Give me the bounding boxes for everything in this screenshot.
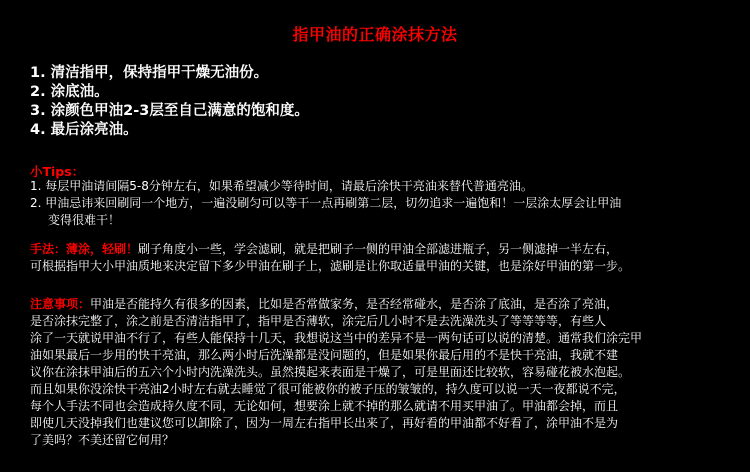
technique-line: 可根据指甲大小甲油质地来决定留下多少甲油在刷子上，滤刷是让你取适量甲油的关键，也是涂好甲油的第一步。 bbox=[30, 259, 631, 273]
technique-paragraph bbox=[30, 241, 742, 275]
notes-line: 了美吗？不美还留它何用？ bbox=[30, 433, 175, 447]
tip-item: 1. 每层甲油请间隔5-8分钟左右，如果希望减少等待时间，请最后涂快干亮油来替代普通亮油。 bbox=[30, 179, 533, 193]
notes-label: 注意事项： bbox=[30, 297, 91, 311]
step-item: 4. 最后涂亮油。 bbox=[30, 122, 138, 138]
notes-line: 议你在涂抹甲油后的五六个小时内洗澡洗头。虽然摸起来表面是干燥了，可是里面还比较软，容易碰花被水泡起。 bbox=[30, 365, 631, 379]
notes-line: 即使几天没掉我们也建议您可以卸除了，因为一周左右指甲长出来了，再好看的甲油都不好看了，涂甲油不是为 bbox=[30, 416, 619, 430]
notes-line: 涂了一天就说甲油不行了，有些人能保持十几天，我想说这当中的差异不是一两句话可以说的清楚。通常我们涂完甲 bbox=[30, 331, 643, 345]
notes-text: 甲油是否能持久有很多的因素，比如是否常做家务，是否经常碰水，是否涂了底油，是否涂了亮油， bbox=[90, 297, 619, 311]
step-item: 3. 涂颜色甲油2-3层至自己满意的饱和度。 bbox=[30, 103, 309, 119]
step-item: 1. 清洁指甲，保持指甲干燥无油份。 bbox=[30, 65, 269, 81]
page-title: 指甲油的正确涂抹方法 bbox=[292, 25, 458, 44]
technique-text: 刷子角度小一些，学会滤刷，就是把刷子一侧的甲油全部滤进瓶子，另一侧滤掉一半左右， bbox=[138, 242, 619, 256]
tip-item-continuation: 变得很难干！ bbox=[48, 213, 121, 227]
tip-item: 2. 甲油忌讳来回刷同一个地方，一遍没刷匀可以等干一点再刷第二层，切勿追求一遍饱和！一层涂太厚会让甲油 bbox=[30, 196, 622, 210]
notes-line: 而且如果你没涂快干亮油2小时左右就去睡觉了很可能被你的被子压的皱皱的，持久度可以说一天一夜都说不完， bbox=[30, 382, 626, 396]
step-item: 2. 涂底油。 bbox=[30, 84, 109, 100]
steps-list bbox=[30, 64, 730, 140]
tips-list bbox=[30, 178, 740, 229]
notes-line: 是否涂抹完整了，涂之前是否清洁指甲了，指甲是否薄软，涂完后几小时不是去洗澡洗头了等等等等，有些人 bbox=[30, 314, 607, 328]
tips-heading: 小Tips： bbox=[30, 164, 85, 179]
notes-line: 每个人手法不同也会造成持久度不同，无论如何，想要涂上就不掉的那么就请不用买甲油了。甲油都会掉，而且 bbox=[30, 399, 619, 413]
notes-line bbox=[30, 296, 742, 313]
technique-line bbox=[30, 241, 742, 258]
technique-label: 手法：薄涂，轻刷！ bbox=[30, 242, 139, 256]
notes-paragraph bbox=[30, 296, 742, 449]
notes-line: 油如果最后一步用的快干亮油，那么两小时后洗澡都是没问题的，但是如果你最后用的不是快干亮油，我就不建 bbox=[30, 348, 619, 362]
